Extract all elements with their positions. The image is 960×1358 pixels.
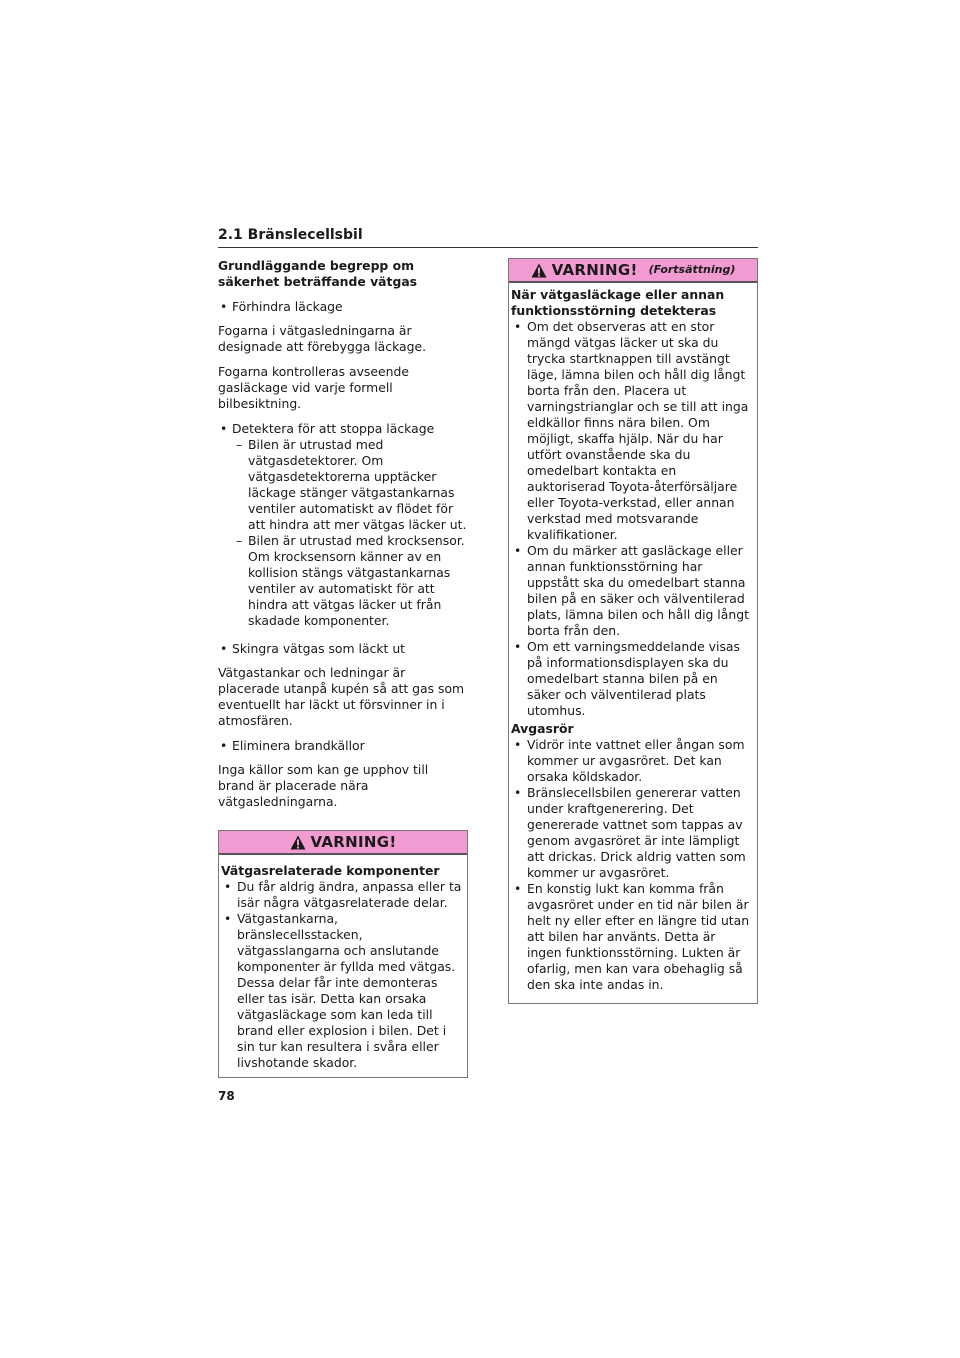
warning-heading-leak: När vätgasläckage eller annan funktionsstörning detekteras <box>511 287 725 318</box>
warning-item: • En konstig lukt kan komma från avgasröret under en tid när bilen är helt ny eller efter en längre tid utan att bilen har använts. Detta är ingen funktionsstörning. Lukten är ofarlig, men kan vara obehaglig så den ska inte andas in. <box>511 881 753 993</box>
bullet-detect-leak: • Detektera för att stoppa läckage <box>218 421 468 437</box>
warning-header <box>219 831 467 855</box>
sub-crash-sensor: – Bilen är utrustad med krocksensor. Om krocksensorn känner av en kollision stängs vätgastankarnas ventiler av automatiskt för att hindra att vätgas läcker ut från skadade komponenter. <box>218 533 468 629</box>
warning-item: • Om du märker att gasläckage eller annan funktionsstörning har uppstått ska du omedelbart stanna bilen på en säker och välventilerad plats, lämna bilen och håll dig långt borta från den. <box>511 543 753 639</box>
section-header <box>218 224 758 248</box>
warning-continued-label: (Fortsättning) <box>648 263 736 276</box>
safety-heading: Grundläggande begrepp om säkerhet beträffande vätgas <box>218 258 418 289</box>
paragraph-fire-sources: Inga källor som kan ge upphov till brand är placerade nära vätgasledningarna. <box>218 762 429 809</box>
page-number: 78 <box>218 1089 235 1103</box>
warning-box-left <box>218 830 468 1078</box>
warning-box-right <box>508 258 758 1004</box>
warning-item: • Vätgastankarna, bränslecellsstacken, vätgasslangarna och anslutande komponenter är fyllda med vätgas. Dessa delar får inte demonteras eller tas isär. Detta kan orsaka vätgasläckage som kan leda till brand eller explosion i bilen. Det i sin tur kan resultera i svåra eller livshotande skador. <box>221 911 463 1071</box>
bullet-disperse: • Skingra vätgas som läckt ut <box>218 641 468 657</box>
right-column <box>508 258 758 1004</box>
sub-hydrogen-detectors: – Bilen är utrustad med vätgasdetektorer. Om vätgasdetektorerna upptäcker läckage stänger vätgastankarnas ventiler automatiskt av flödet för att hindra att mer vätgas läcker ut. <box>218 437 468 533</box>
warning-title: VARNING! <box>551 261 638 279</box>
warning-item: • Bränslecellsbilen genererar vatten under kraftgenerering. Det genererade vattnet som tappas av genom avgasröret är inte lämpligt att drickas. Drick aldrig vatten som kommer ur avgasröret. <box>511 785 753 881</box>
left-column <box>218 258 468 1078</box>
warning-item: • Du får aldrig ändra, anpassa eller ta isär några vätgasrelaterade delar. <box>221 879 463 911</box>
warning-item: • Vidrör inte vattnet eller ångan som kommer ur avgasröret. Det kan orsaka köldskador. <box>511 737 753 785</box>
paragraph-tanks-placement: Vätgastankar och ledningar är placerade utanpå kupén så att gas som eventuellt har läckt ut försvinner in i atmosfären. <box>218 665 465 728</box>
warning-triangle-icon <box>531 263 547 278</box>
warning-heading-exhaust: Avgasrör <box>511 721 574 736</box>
paragraph-joints-check: Fogarna kontrolleras avseende gasläckage vid varje formell bilbesiktning. <box>218 364 409 411</box>
bullet-prevent-leak: • Förhindra läckage <box>218 299 468 315</box>
section-title: 2.1 Bränslecellsbil <box>218 227 363 243</box>
bullet-eliminate-fire: • Eliminera brandkällor <box>218 738 468 754</box>
paragraph-joints-design: Fogarna i vätgasledningarna är designade att förebygga läckage. <box>218 323 427 354</box>
warning-heading: Vätgasrelaterade komponenter <box>221 863 440 878</box>
warning-body <box>219 855 467 1077</box>
warning-body <box>509 283 757 1003</box>
warning-item: • Om det observeras att en stor mängd vätgas läcker ut ska du trycka startknappen till avstängt läge, lämna bilen och håll dig långt borta från den. Placera ut varningstrianglar och se till att inga eldkällor finns nära bilen. Om möjligt, skaffa hjälp. När du har utfört ovanstående ska du omedelbart kontakta en auktoriserad Toyota-återförsäljare eller Toyota-verkstad, eller annan verkstad med motsvarande kvalifikationer. <box>511 319 753 543</box>
warning-item: • Om ett varningsmeddelande visas på informationsdisplayen ska du omedelbart stanna bilen på en säker och välventilerad plats utomhus. <box>511 639 753 719</box>
warning-triangle-icon <box>290 835 306 850</box>
warning-header-continued <box>509 259 757 283</box>
detect-sublist <box>218 437 468 629</box>
warning-title: VARNING! <box>310 833 397 851</box>
